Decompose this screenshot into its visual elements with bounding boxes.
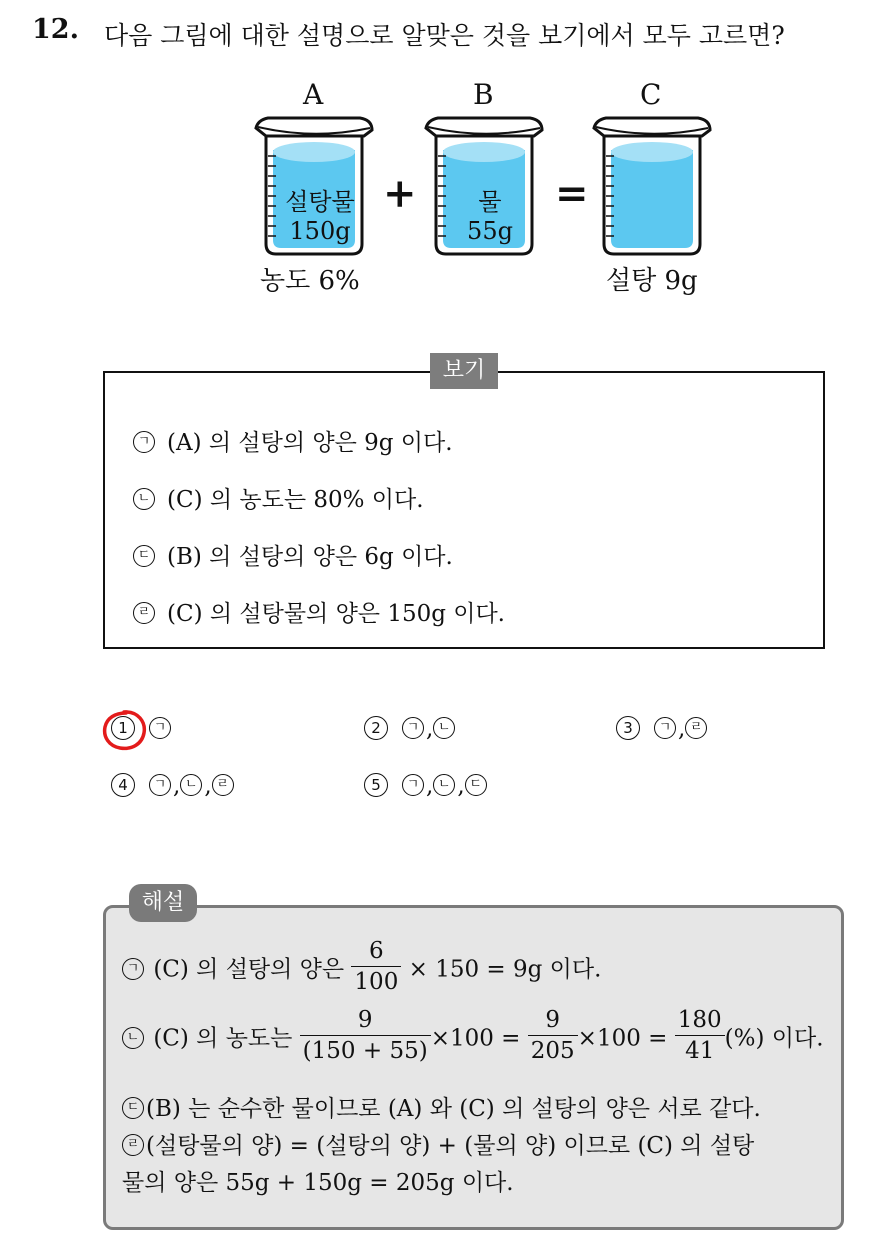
explanation-line-4: ㄹ (설탕물의 양) = (설탕의 양) + (물의 양) 이므로 (C) 의 설탕 [122, 1127, 754, 1160]
fraction: $\frac{9}{(150 + 55)}$ [300, 1005, 431, 1066]
circled-mark: ㄴ [433, 717, 455, 739]
choice-1[interactable] [111, 716, 173, 742]
explanation-line-3: ㄷ (B) 는 순수한 물이므로 (A) 와 (C) 의 설탕의 양은 서로 같다. [122, 1090, 761, 1123]
beaker-b-content: 물 55g [467, 188, 513, 245]
circled-mark: ㄹ [685, 717, 707, 739]
explanation-title: 해설 [129, 884, 197, 922]
choice-4[interactable]: 4 ㄱ , ㄴ , ㄹ [111, 773, 236, 799]
choice-3[interactable]: 3 ㄱ , ㄹ [616, 716, 709, 742]
circled-mark: ㄹ [122, 1134, 144, 1156]
circled-mark: ㄴ [133, 488, 155, 510]
beaker-b-label: B [473, 78, 494, 111]
choice-5[interactable]: 5 ㄱ , ㄴ , ㄷ [364, 773, 489, 799]
beaker-c [594, 118, 710, 254]
choice-2[interactable]: 2 ㄱ , ㄴ [364, 716, 457, 742]
beaker-a-label: A [303, 78, 324, 111]
choice-number: 3 [616, 716, 640, 740]
circled-mark: ㄷ [122, 1097, 144, 1119]
choice-number: 4 [111, 773, 135, 797]
circled-mark: ㄱ [654, 717, 676, 739]
fraction: $\frac{6}{100}$ [351, 936, 401, 997]
circled-mark: ㄱ [133, 431, 155, 453]
beaker-a-note: 농도 6% [260, 266, 360, 296]
choice-number: 5 [364, 773, 388, 797]
choice-number: 2 [364, 716, 388, 740]
beaker-figure [0, 0, 884, 300]
question-number: 12. [32, 14, 79, 45]
fraction: $\frac{180}{41}$ [675, 1005, 725, 1066]
bogi-title: 보기 [430, 353, 498, 389]
choice-number: 1 [111, 716, 135, 740]
bogi-item: ㄱ (A) 의 설탕의 양은 9g 이다. [133, 424, 453, 457]
circled-mark: ㄱ [122, 958, 144, 980]
bogi-item: ㄴ (C) 의 농도는 80% 이다. [133, 481, 424, 514]
explanation-line-5: 물의 양은 55g + 150g = 205g 이다. [122, 1170, 514, 1196]
explanation-line-2: ㄴ (C) 의 농도는 $\frac{9}{(150 + 55)}$ ×100 = $\frac{9}{205}$ ×100 = $\frac{180}{41}$ (%) 이다. [122, 1009, 824, 1070]
circled-mark: ㄱ [149, 717, 171, 739]
circled-mark: ㄱ [402, 717, 424, 739]
beaker-c-label: C [640, 78, 662, 111]
circled-mark: ㄴ [433, 774, 455, 796]
circled-mark: ㄱ [149, 774, 171, 796]
bogi-item: ㄷ (B) 의 설탕의 양은 6g 이다. [133, 538, 453, 571]
circled-mark: ㄹ [133, 602, 155, 624]
circled-mark: ㄴ [122, 1027, 144, 1049]
question-text: 다음 그림에 대한 설명으로 알맞은 것을 보기에서 모두 고르면? [104, 21, 785, 50]
explanation-line-1: ㄱ (C) 의 설탕의 양은 $\frac{6}{100}$ × 150 = 9g 이다. [122, 940, 601, 1001]
circled-mark: ㄷ [465, 774, 487, 796]
circled-mark: ㄴ [180, 774, 202, 796]
beaker-a-content: 설탕물 150g [285, 188, 355, 245]
circled-mark: ㄱ [402, 774, 424, 796]
bogi-item: ㄹ (C) 의 설탕물의 양은 150g 이다. [133, 595, 505, 628]
beaker-c-note: 설탕 9g [606, 266, 698, 296]
circled-mark: ㄹ [212, 774, 234, 796]
circled-mark: ㄷ [133, 545, 155, 567]
fraction: $\frac{9}{205}$ [528, 1005, 578, 1066]
plus-sign: + [383, 170, 417, 217]
equals-sign: = [555, 170, 589, 217]
